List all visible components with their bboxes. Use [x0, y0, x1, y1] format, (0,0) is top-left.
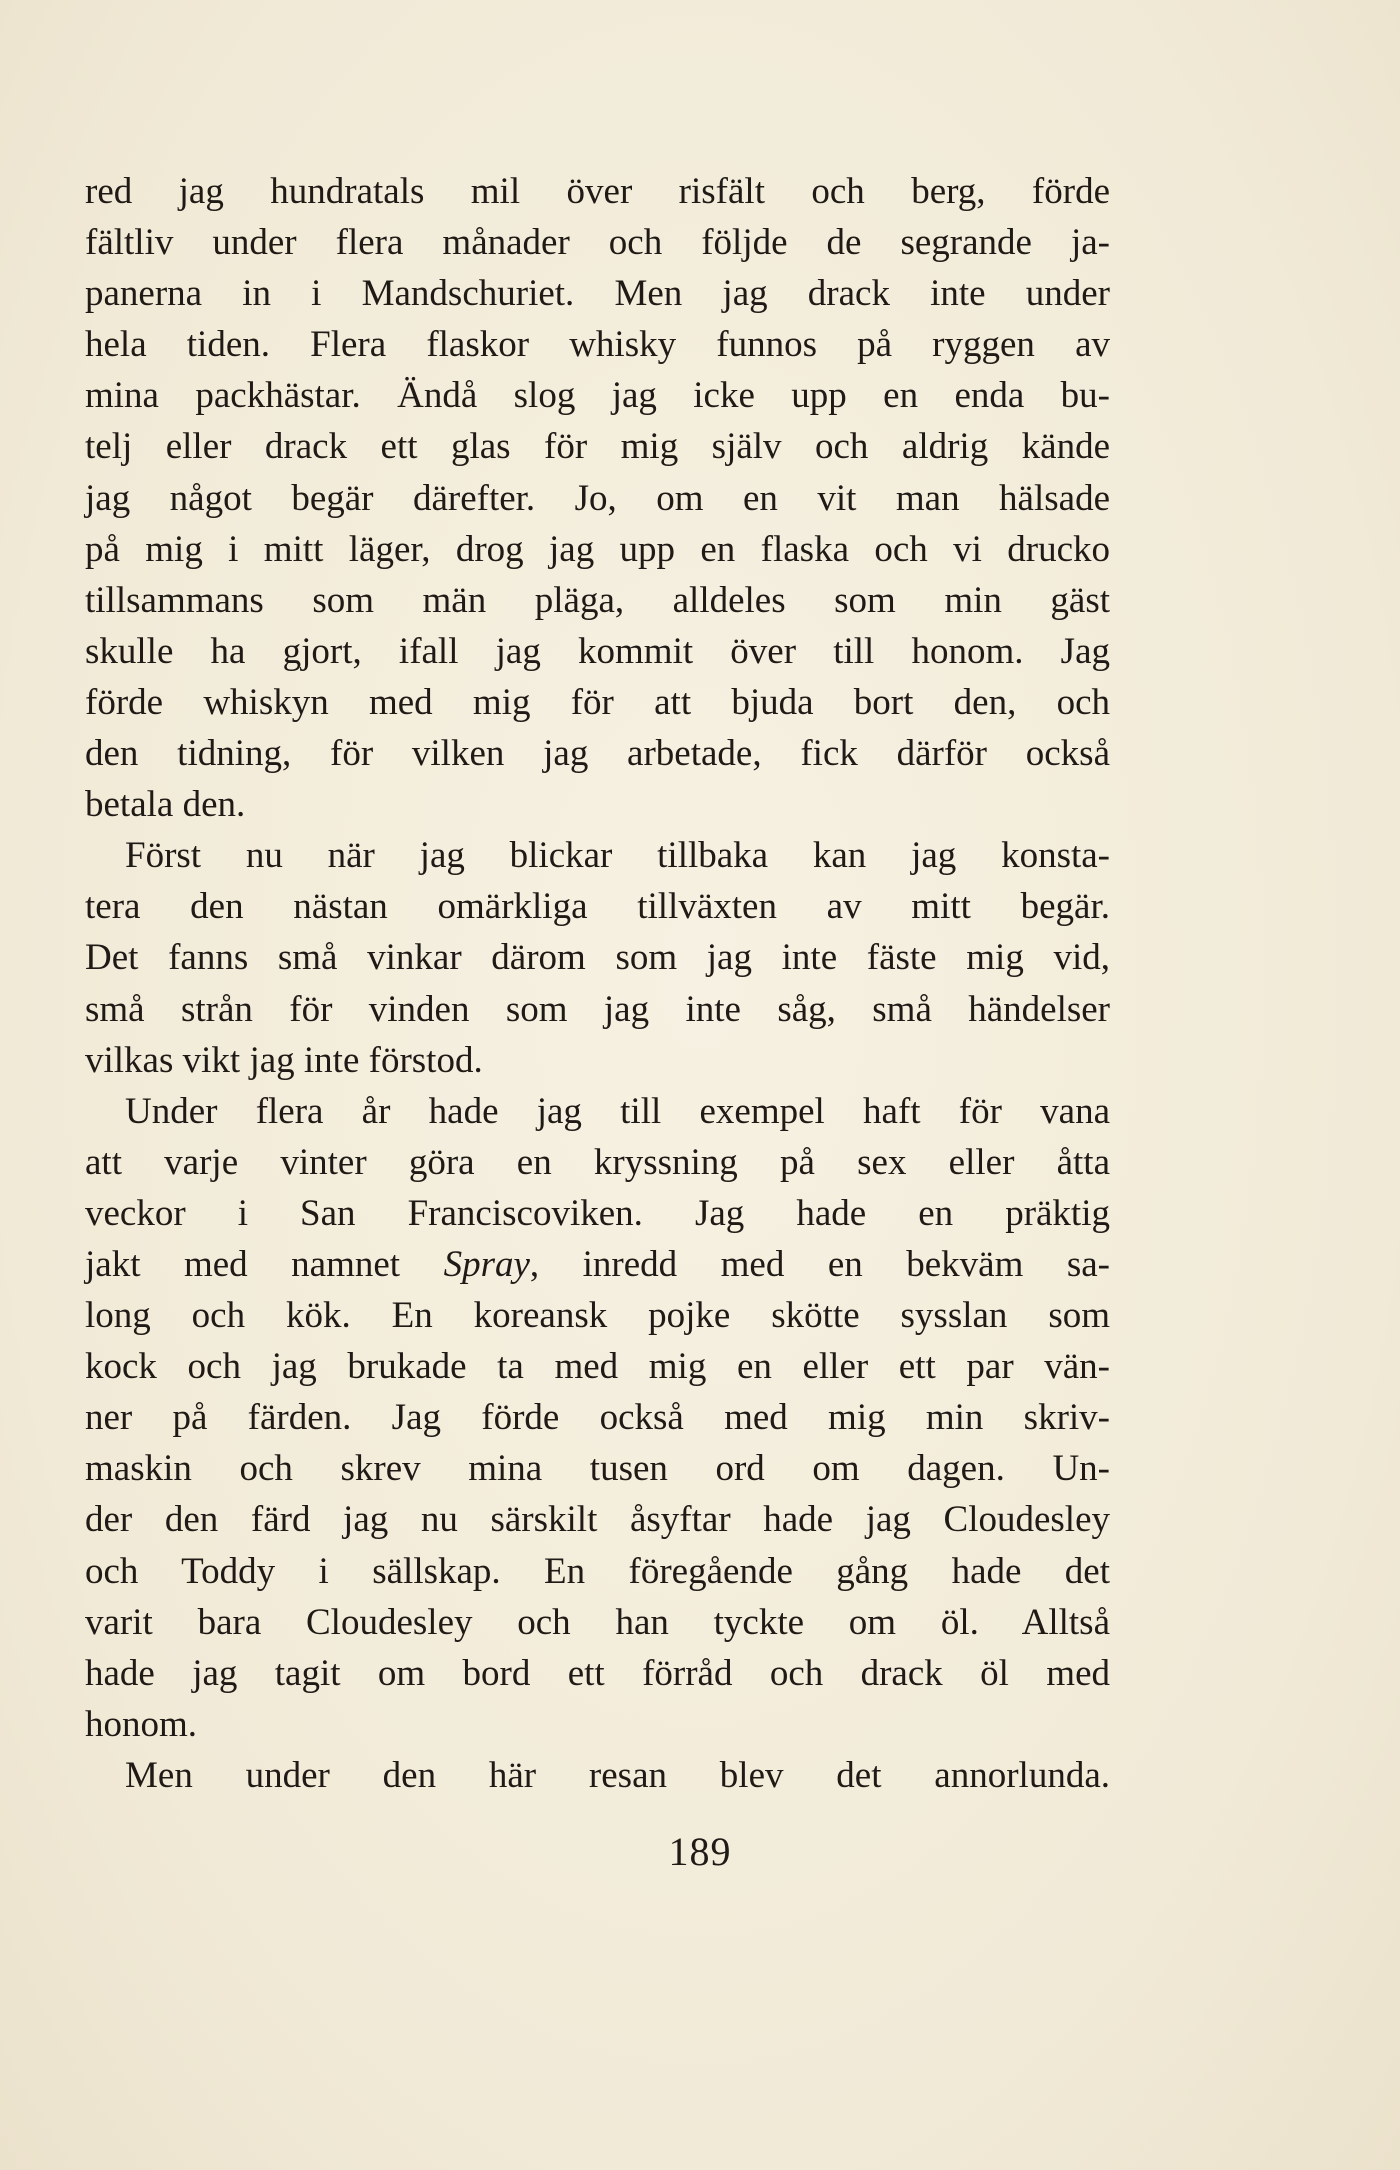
text-line-paragraph-end: betala den.: [85, 784, 246, 826]
text-line: fältliv under flera månader och följde de segrande ja-: [85, 222, 1110, 264]
text-line-paragraph-start: Under flera år hade jag till exempel haft för vana: [125, 1090, 1110, 1132]
text-line: panerna in i Mandschuriet. Men jag drack inte under: [85, 273, 1110, 315]
text-line: mina packhästar. Ändå slog jag icke upp en enda bu-: [85, 375, 1110, 417]
text-line: varit bara Cloudesley och han tyckte om öl. Alltså: [85, 1601, 1110, 1643]
text-line: den tidning, för vilken jag arbetade, fick därför också: [85, 733, 1110, 775]
text-line: jag något begär därefter. Jo, om en vit man hälsade: [85, 477, 1110, 519]
text-line: long och kök. En koreansk pojke skötte sysslan som: [85, 1295, 1110, 1337]
text-line: att varje vinter göra en kryssning på sex eller åtta: [85, 1141, 1110, 1183]
text-line-paragraph-start: Först nu när jag blickar tillbaka kan jag konsta-: [125, 835, 1110, 877]
text-line-paragraph-end: honom.: [85, 1703, 198, 1745]
text-line: maskin och skrev mina tusen ord om dagen. Un-: [85, 1448, 1110, 1490]
text-line: Det fanns små vinkar därom som jag inte fäste mig vid,: [85, 937, 1110, 979]
text-line: telj eller drack ett glas för mig själv och aldrig kände: [85, 426, 1110, 468]
text-line: tera den nästan omärkliga tillväxten av mitt begär.: [85, 886, 1110, 928]
text-line: ner på färden. Jag förde också med mig min skriv-: [85, 1397, 1110, 1439]
text-line: red jag hundratals mil över risfält och berg, förde: [85, 171, 1110, 212]
text-segment: jakt med namnet: [85, 1243, 444, 1285]
text-line: förde whiskyn med mig för att bjuda bort den, och: [85, 681, 1110, 723]
text-line: skulle ha gjort, ifall jag kommit över till honom. Jag: [85, 630, 1110, 672]
body-text: [85, 166, 1110, 1801]
page-number: 189: [668, 1829, 732, 1874]
text-line: på mig i mitt läger, drog jag upp en flaska och vi drucko: [85, 528, 1110, 570]
text-line-paragraph-end: vilkas vikt jag inte förstod.: [85, 1039, 483, 1081]
text-line: kock och jag brukade ta med mig en eller ett par vän-: [85, 1346, 1110, 1388]
text-line: och Toddy i sällskap. En föregående gång hade det: [85, 1550, 1110, 1592]
italic-boat-name: Spray: [443, 1243, 530, 1285]
text-segment: , inredd med en bekväm sa-: [529, 1243, 1110, 1285]
text-line: små strån för vinden som jag inte såg, små händelser: [85, 988, 1110, 1030]
text-line: hade jag tagit om bord ett förråd och drack öl med: [85, 1652, 1110, 1694]
text-line: tillsammans som män pläga, alldeles som min gäst: [85, 579, 1110, 621]
text-line-paragraph-start: Men under den här resan blev det annorlunda.: [125, 1754, 1110, 1796]
text-line: der den färd jag nu särskilt åsyftar hade jag Cloudesley: [85, 1499, 1110, 1541]
text-line: veckor i San Franciscoviken. Jag hade en präktig: [85, 1192, 1110, 1234]
text-line-with-italic: [85, 1239, 1110, 1290]
text-line: hela tiden. Flera flaskor whisky funnos på ryggen av: [85, 324, 1110, 366]
